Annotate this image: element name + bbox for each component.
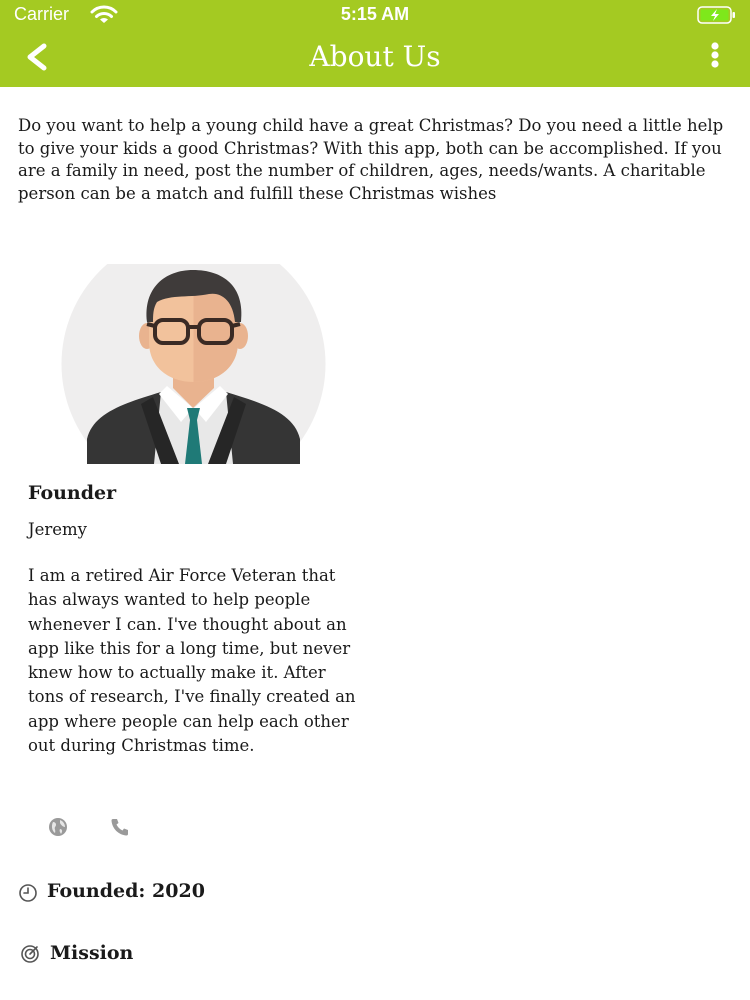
founder-heading: Founder: [28, 482, 117, 504]
mission-heading: Mission: [50, 942, 134, 964]
globe-icon[interactable]: [48, 817, 68, 837]
founder-name: Jeremy: [28, 520, 87, 539]
more-menu-button[interactable]: [704, 41, 726, 71]
founder-avatar: [61, 264, 326, 464]
battery-charging-icon: [697, 6, 737, 24]
intro-text: Do you want to help a young child have a great Christmas? Do you need a little help to give your kids a good Christmas? With this app, both can be accomplished. If you are a family in need, post the number of children, ages, needs/wants. A charitable person can be a match and fulfill these Christmas wishes: [18, 116, 724, 203]
clock-time: 5:15 AM: [340, 4, 410, 24]
founder-bio: I am a retired Air Force Veteran that has always wanted to help people whenever I can. I've thought about an app like this for a long time, but never knew how to actually make it. After tons of research, I've finally created an app where people can help each other out during Christmas time.: [28, 566, 356, 756]
carrier-label: Carrier: [14, 4, 70, 24]
page-title: About Us: [309, 40, 441, 73]
phone-icon[interactable]: [110, 817, 130, 837]
founded-label: Founded: 2020: [47, 880, 205, 902]
clock-icon: [18, 883, 38, 903]
status-bar: [0, 0, 750, 30]
target-icon: [20, 944, 40, 964]
app-header: [0, 0, 750, 87]
